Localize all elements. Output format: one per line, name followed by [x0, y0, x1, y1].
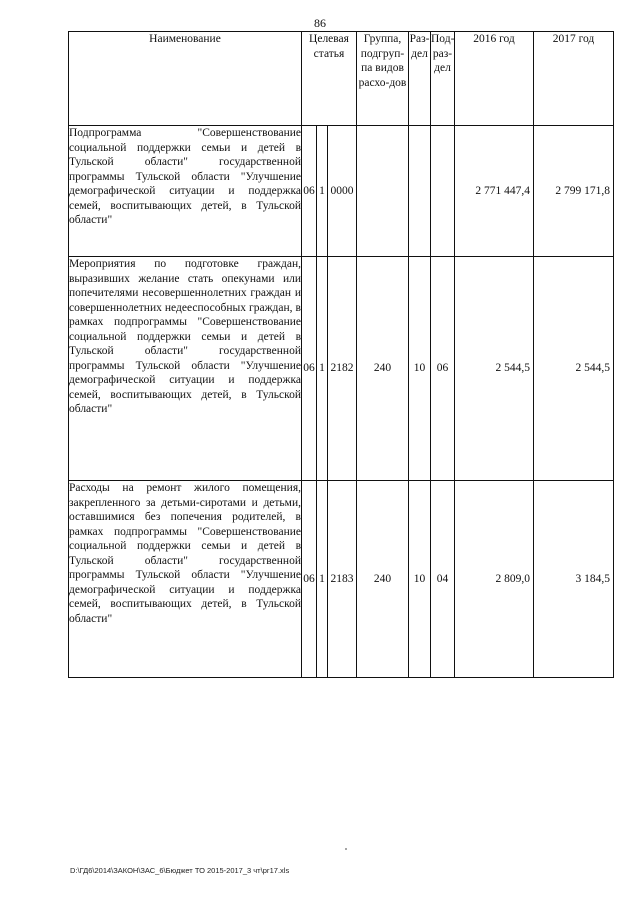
scan-dot	[345, 848, 347, 850]
header-section: Раз-дел	[409, 32, 431, 126]
subsection-cell: 04	[431, 481, 455, 678]
amount-2016: 2 809,0	[455, 481, 534, 678]
table-row	[69, 257, 614, 481]
target-article-part3: 2183	[328, 481, 357, 678]
subsection-cell	[431, 126, 455, 257]
row-name: Подпрограмма "Совершенствование социальной поддержки семьи и детей в Тульской области" государственной программы Тульской области "Улучшение демографической ситуации и поддержка семей, воспитывающих детей, в Тульской области"	[69, 126, 302, 257]
section-cell	[409, 126, 431, 257]
header-subsection: Под-раз-дел	[431, 32, 455, 126]
target-article-part1: 06	[302, 126, 317, 257]
amount-2017: 3 184,5	[534, 481, 614, 678]
row-name: Мероприятия по подготовке граждан, выразивших желание стать опекунами или попечителями несовершеннолетних граждан и совершеннолетних недееспособных граждан, в рамках подпрограммы "Совершенствование социальной поддержки семьи и детей в Тульской области" государственной программы Тульской области "Улучшение демографической ситуации и поддержка семей, воспитывающих детей, в Тульской области"	[69, 257, 302, 481]
target-article-part1: 06	[302, 257, 317, 481]
header-name: Наименование	[69, 32, 302, 126]
header-year-2017: 2017 год	[534, 32, 614, 126]
expense-group-cell: 240	[357, 481, 409, 678]
section-cell: 10	[409, 257, 431, 481]
target-article-part1: 06	[302, 481, 317, 678]
table-row	[69, 481, 614, 678]
header-target-article: Целевая статья	[302, 32, 357, 126]
table-row	[69, 126, 614, 257]
target-article-part2: 1	[317, 126, 328, 257]
expense-group-cell: 240	[357, 257, 409, 481]
header-row	[69, 32, 614, 126]
expense-group-cell	[357, 126, 409, 257]
budget-table	[68, 31, 614, 678]
subsection-cell: 06	[431, 257, 455, 481]
header-year-2016: 2016 год	[455, 32, 534, 126]
row-name: Расходы на ремонт жилого помещения, закрепленного за детьми-сиротами и детьми, оставшимися без попечения родителей, в рамках подпрограммы "Совершенствование социальной поддержки семьи и детей в Тульской области" государственной программы Тульской области "Улучшение демографической ситуации и поддержка семей, воспитывающих детей, в Тульской области"	[69, 481, 302, 678]
target-article-part2: 1	[317, 481, 328, 678]
section-cell: 10	[409, 481, 431, 678]
target-article-part2: 1	[317, 257, 328, 481]
target-article-part3: 2182	[328, 257, 357, 481]
header-expense-group: Группа, подгруп-па видов расхо-дов	[357, 32, 409, 126]
target-article-part3: 0000	[328, 126, 357, 257]
amount-2017: 2 799 171,8	[534, 126, 614, 257]
page-number: 86	[314, 16, 326, 30]
footer-file-path: D:\ГД6\2014\ЗАКОН\ЗАС_6\Бюджет ТО 2015-2017_3 чт\рг17.xls	[70, 866, 290, 875]
amount-2017: 2 544,5	[534, 257, 614, 481]
amount-2016: 2 771 447,4	[455, 126, 534, 257]
amount-2016: 2 544,5	[455, 257, 534, 481]
